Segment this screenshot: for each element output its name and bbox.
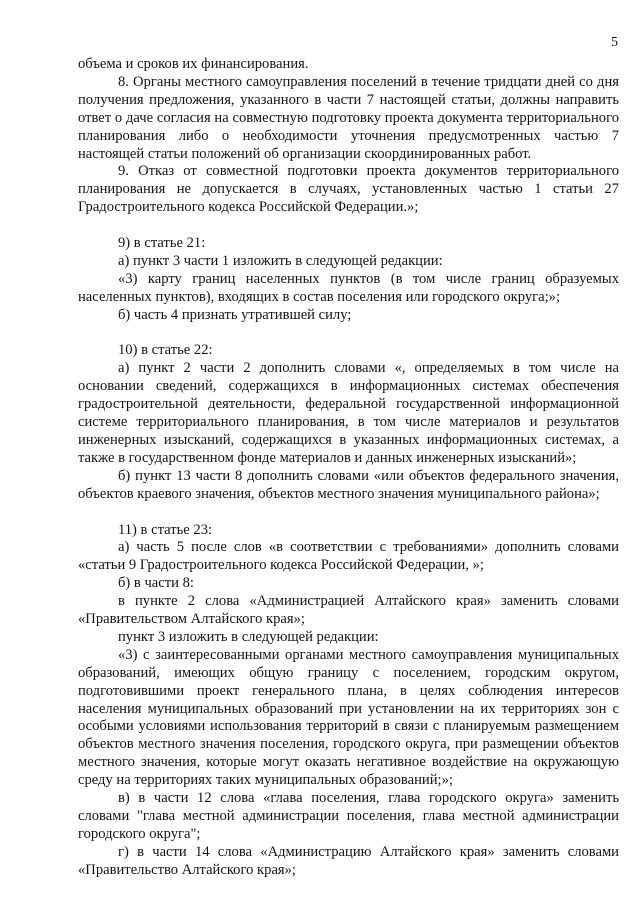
paragraph: в) в части 12 слова «глава поселения, глава городского округа» заменить словами "глава местной администрации поселения, глава местной администрации городского округа"; — [78, 790, 619, 842]
paragraph: 8. Органы местного самоуправления поселений в течение тридцати дней со дня получения предложения, указанного в части 7 настоящей статьи, должны направить ответ о даче согласия на совместную подготовку проекта документа территориального планирования либо о необходимости уточнения предусмотренных частью 7 настоящей статьи положений об организации скоординированных работ. — [78, 73, 619, 162]
paragraph: объема и сроков их финансирования. — [78, 56, 309, 72]
paragraph: а) часть 5 после слов «в соответствии с требованиями» дополнить словами «статьи 9 Градостроительного кодекса Российской Федерации, »; — [78, 539, 619, 574]
paragraph: 11) в статье 23: — [118, 521, 213, 538]
document-body — [78, 56, 619, 880]
page-number: 5 — [611, 35, 618, 50]
paragraph: б) часть 4 признать утратившей силу; — [118, 306, 352, 323]
paragraph: а) пункт 2 части 2 дополнить словами «, определяемых в том числе на основании сведений, содержащихся в информационных системах обеспечения градостроительной деятельности, федеральной государственной информационной системе территориального планирования, в том числе материалов и результатов инженерных изысканий, содержащихся в указанных информационных системах, а также в государственном фонде материалов и данных инженерных изысканий»; — [78, 360, 619, 466]
paragraph: б) пункт 13 части 8 дополнить словами «или объектов федерального значения, объектов краевого значения, объектов местного значения муниципального района»; — [78, 467, 619, 502]
paragraph: б) в части 8: — [118, 575, 194, 592]
paragraph: 9. Отказ от совместной подготовки проекта документов территориального планирования не допускается в случаях, установленных частью 1 статьи 27 Градостроительного кодекса Российской Федерации.»; — [78, 163, 619, 216]
paragraph: «3) с заинтересованными органами местного самоуправления муниципальных образований, имеющих общую границу с поселением, городским округом, подготовившими проект генерального плана, в целях соблюдения интересов населения муниципальных образований при установлении на их территориях зон с особыми условиями использования территорий в связи с планируемым размещением объектов местного значения поселения, городского округа, при размещении объектов местного значения, которые могут оказать негативное воздействие на окружающую среду на территориях таких муниципальных образований;»; — [78, 646, 619, 789]
paragraph: 10) в статье 22: — [118, 342, 213, 359]
paragraph: в пункте 2 слова «Администрацией Алтайского края» заменить словами «Правительством Алтайского края»; — [78, 593, 619, 628]
paragraph: а) пункт 3 части 1 изложить в следующей редакции: — [118, 252, 443, 269]
paragraph: «3) карту границ населенных пунктов (в том числе границ образуемых населенных пунктов), входящих в состав поселения или городского округа;»; — [78, 270, 619, 305]
paragraph: пункт 3 изложить в следующей редакции: — [118, 628, 379, 645]
paragraph: 9) в статье 21: — [118, 235, 206, 252]
paragraph: г) в части 14 слова «Администрацию Алтайского края» заменить словами «Правительство Алтайского края»; — [78, 843, 619, 878]
